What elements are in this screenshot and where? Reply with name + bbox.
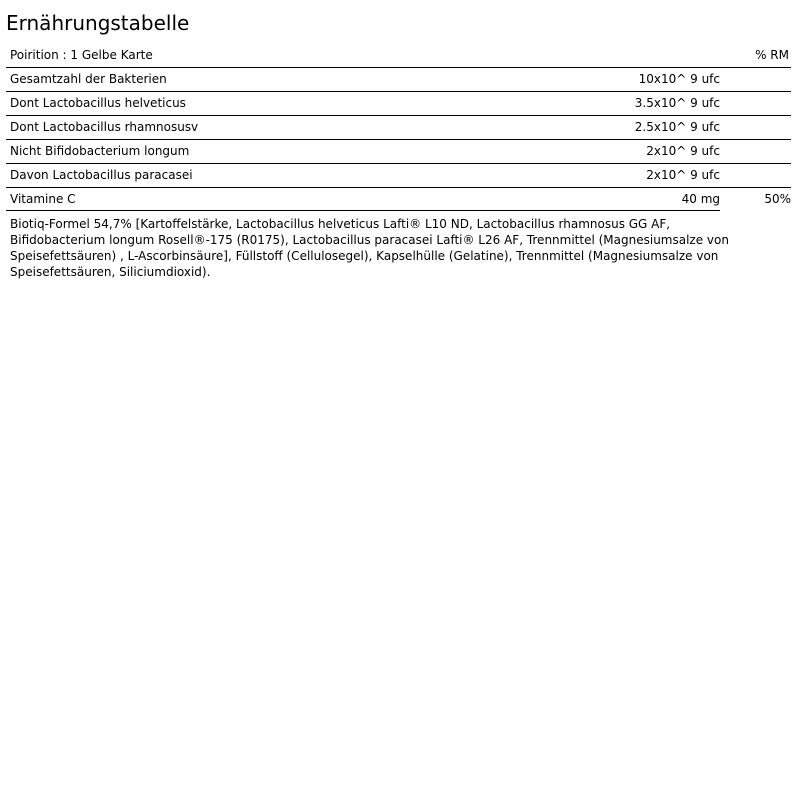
nutrient-amount: 3.5x10^ 9 ufc — [634, 96, 720, 110]
table-row — [6, 92, 791, 116]
nutrient-amount: 10x10^ 9 ufc — [638, 72, 720, 86]
ingredients-text: Biotiq-Formel 54,7% [Kartoffelstärke, Lactobacillus helveticus Lafti® L10 ND, Lactobacillus rhamnosus GG AF, Bifidobacterium longum Rosell®-175 (R0175), Lactobacillus paracasei Lafti® L26 AF, Trennmittel (Magnesiumsalze von Speisefettsäuren) , L-Ascorbinsäure], Füllstoff (Cellulosegel), Kapselhülle (Gelatine), Trennmittel (Magnesiumsalze von Speisefettsäuren, Siliciumdioxid). — [10, 217, 729, 279]
nutrient-rm: 50% — [764, 192, 791, 206]
nutrient-amount: 2x10^ 9 ufc — [646, 168, 720, 182]
nutrition-table — [6, 44, 791, 211]
nutrient-amount: 2x10^ 9 ufc — [646, 144, 720, 158]
table-row — [6, 188, 791, 211]
nutrient-name: Dont Lactobacillus helveticus — [10, 96, 186, 110]
table-row — [6, 140, 791, 164]
portion-label: Poirition : 1 Gelbe Karte — [10, 48, 153, 62]
nutrient-name: Davon Lactobacillus paracasei — [10, 168, 193, 182]
table-row — [6, 164, 791, 188]
nutrient-amount: 2.5x10^ 9 ufc — [634, 120, 720, 134]
nutrient-name: Dont Lactobacillus rhamnosusv — [10, 120, 199, 134]
nutrient-name: Gesamtzahl der Bakterien — [10, 72, 167, 86]
table-row — [6, 116, 791, 140]
nutrient-amount: 40 mg — [681, 192, 720, 206]
nutrient-name: Nicht Bifidobacterium longum — [10, 144, 190, 158]
table-bottom-rule — [6, 210, 720, 211]
rm-column-header: % RM — [755, 48, 789, 62]
nutrient-name: Vitamine C — [10, 192, 76, 206]
table-header-row — [6, 44, 791, 68]
table-row — [6, 68, 791, 92]
page-title: Ernährungstabelle — [6, 11, 190, 35]
